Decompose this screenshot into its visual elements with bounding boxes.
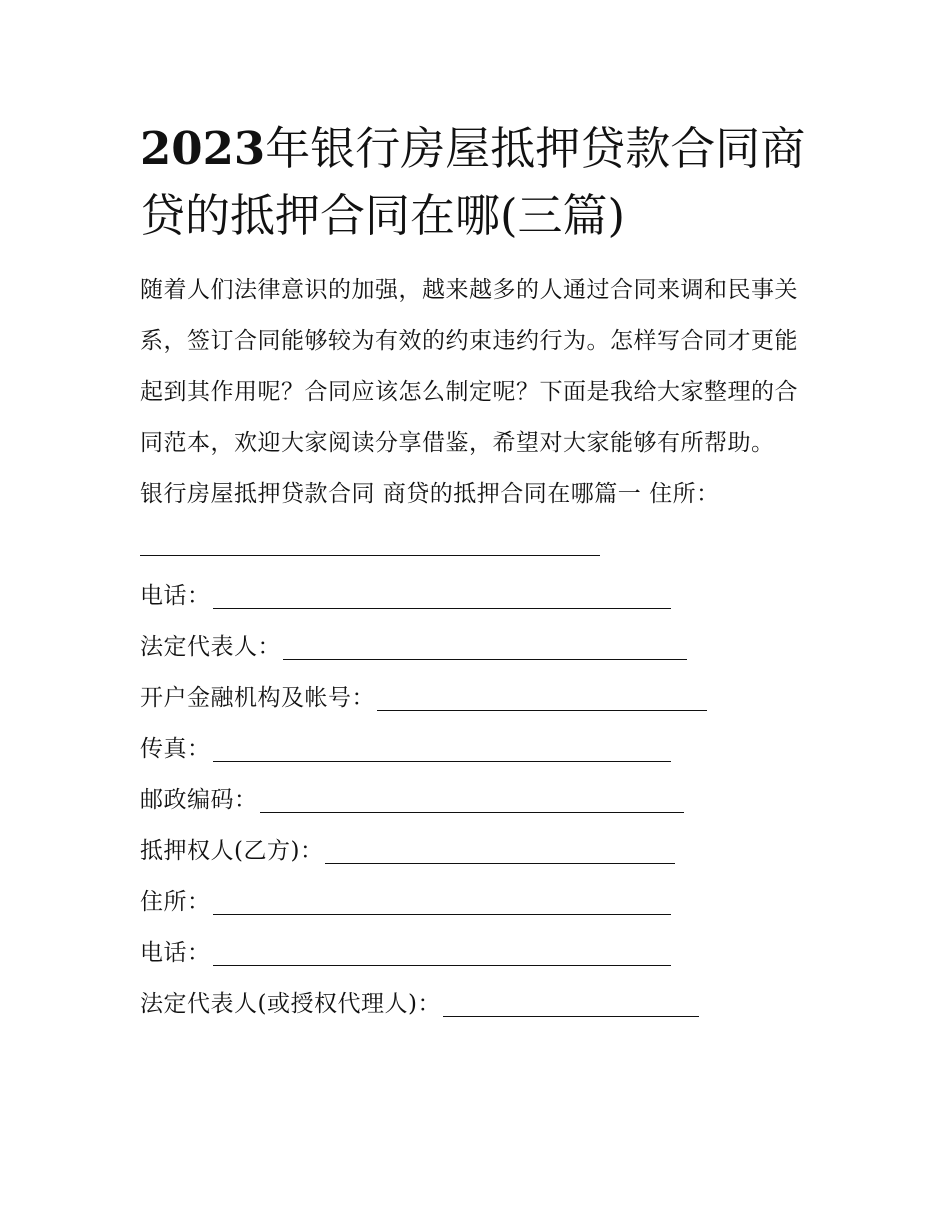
field-phone-1 (140, 571, 820, 622)
field-legal-representative (140, 622, 820, 673)
contract-lead-line: 银行房屋抵押贷款合同 商贷的抵押合同在哪篇一 住所： (140, 481, 720, 507)
field-label: 邮政编码： (140, 787, 258, 813)
document-page (140, 115, 820, 1030)
field-label: 电话： (140, 940, 211, 966)
field-legal-representative-agent (140, 979, 820, 1030)
field-underline (213, 761, 671, 762)
field-underline (377, 710, 707, 711)
field-underline (213, 965, 671, 966)
field-label: 法定代表人(或授权代理人)： (140, 991, 441, 1017)
title-text: 年银行房屋抵押贷款合同商贷的抵押合同在哪(三篇) (140, 122, 806, 242)
field-label: 开户金融机构及帐号： (140, 685, 375, 711)
field-underline (213, 914, 671, 915)
field-underline (283, 659, 687, 660)
field-bank-account (140, 673, 820, 724)
field-underline (213, 608, 671, 609)
field-underline (325, 863, 675, 864)
address-underline (140, 555, 600, 556)
field-label: 电话： (140, 583, 211, 609)
title-year: 2023 (140, 122, 266, 175)
field-label: 住所： (140, 889, 211, 915)
field-postal-code (140, 775, 820, 826)
field-label: 法定代表人： (140, 634, 281, 660)
field-address-2 (140, 877, 820, 928)
field-fax (140, 724, 820, 775)
field-mortgagee (140, 826, 820, 877)
field-label: 抵押权人(乙方)： (140, 838, 324, 864)
field-label: 传真： (140, 736, 211, 762)
address-blank-line (140, 520, 820, 571)
field-underline (260, 812, 684, 813)
document-title (140, 115, 820, 249)
field-phone-2 (140, 928, 820, 979)
intro-paragraph: 随着人们法律意识的加强，越来越多的人通过合同来调和民事关系，签订合同能够较为有效的约束违约行为。怎样写合同才更能起到其作用呢？合同应该怎么制定呢？下面是我给大家整理的合同范本，欢迎大家阅读分享借鉴，希望对大家能够有所帮助。 (140, 277, 798, 456)
field-underline (443, 1016, 699, 1017)
